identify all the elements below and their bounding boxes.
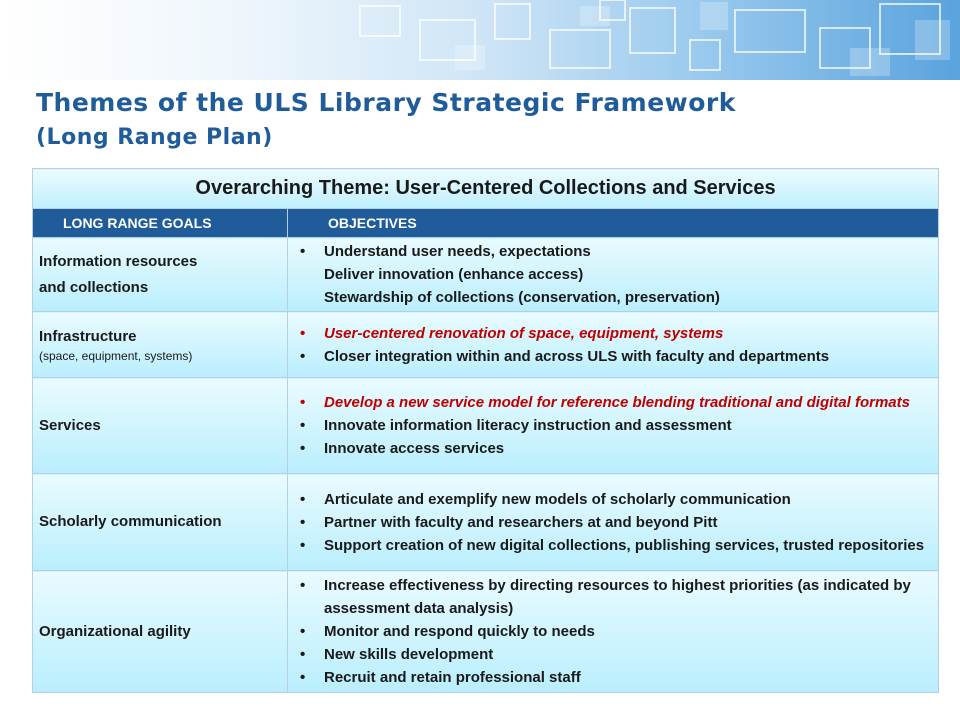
objectives-cell	[288, 238, 939, 312]
objective-item: • User-centered renovation of space, equipment, systems	[288, 322, 930, 345]
objectives-cell	[288, 312, 939, 378]
objectives-cell	[288, 571, 939, 693]
goal-cell	[33, 238, 288, 312]
objective-item: • Increase effectiveness by directing resources to highest priorities (as indicated by assessment data analysis)	[288, 574, 930, 620]
table-row	[33, 378, 939, 474]
decorative-banner	[0, 0, 960, 80]
header-objectives: OBJECTIVES	[288, 209, 939, 238]
header-long-range-goals: LONG RANGE GOALS	[33, 209, 288, 238]
objective-item: • Innovate access services	[288, 437, 930, 460]
goal-cell	[33, 474, 288, 571]
bullet-icon: •	[300, 623, 306, 640]
objective-item: • Closer integration within and across ULS with faculty and departments	[288, 345, 930, 368]
banner-squares-graphic	[0, 0, 960, 80]
bullet-icon: •	[300, 669, 306, 686]
objective-item: • Develop a new service model for reference blending traditional and digital formats	[288, 391, 930, 414]
objective-item: • Support creation of new digital collections, publishing services, trusted repositories	[288, 534, 930, 557]
bullet-icon: •	[300, 324, 306, 342]
goal-label: Services	[39, 416, 101, 434]
goal-note: (space, equipment, systems)	[39, 348, 193, 363]
table-row	[33, 474, 939, 571]
goal-label: Information resources	[39, 252, 198, 270]
goal-cell	[33, 571, 288, 693]
bullet-icon: •	[300, 490, 306, 508]
bullet-icon: •	[300, 243, 306, 260]
goal-label: and collections	[39, 278, 149, 296]
bullet-icon: •	[300, 417, 306, 434]
goal-label: Scholarly communication	[39, 513, 222, 530]
objective-item: • New skills development	[288, 643, 930, 666]
objective-item: • Innovate information literacy instruction and assessment	[288, 414, 930, 437]
objective-item: • Partner with faculty and researchers at and beyond Pitt	[288, 511, 930, 534]
goal-label: Infrastructure	[39, 327, 137, 345]
bullet-icon: •	[300, 513, 306, 531]
objective-item: Deliver innovation (enhance access)	[324, 266, 584, 283]
objective-item: • Understand user needs, expectations	[288, 240, 930, 263]
slide-subtitle: (Long Range Plan)	[36, 125, 273, 150]
overarching-theme: Overarching Theme: User-Centered Collections and Services	[33, 169, 939, 209]
bullet-icon: •	[300, 577, 306, 594]
bullet-icon: •	[300, 347, 306, 365]
objective-item: Stewardship of collections (conservation, preservation)	[324, 289, 720, 306]
bullet-icon: •	[300, 536, 306, 554]
objectives-cell	[288, 378, 939, 474]
table-header-row	[33, 209, 939, 238]
table-row	[33, 312, 939, 378]
goal-label: Organizational agility	[39, 622, 191, 640]
slide-title: Themes of the ULS Library Strategic Framework	[36, 88, 736, 117]
bullet-icon: •	[300, 394, 306, 411]
bullet-icon: •	[300, 440, 306, 457]
theme-row	[33, 169, 939, 209]
table-row	[33, 238, 939, 312]
goal-cell	[33, 378, 288, 474]
strategic-framework-table	[32, 168, 939, 693]
objective-item: • Articulate and exemplify new models of scholarly communication	[288, 488, 930, 511]
bullet-icon: •	[300, 646, 306, 663]
goal-cell	[33, 312, 288, 378]
objectives-cell	[288, 474, 939, 571]
objective-item: • Recruit and retain professional staff	[288, 666, 930, 689]
table-row	[33, 571, 939, 693]
objective-item: • Monitor and respond quickly to needs	[288, 620, 930, 643]
